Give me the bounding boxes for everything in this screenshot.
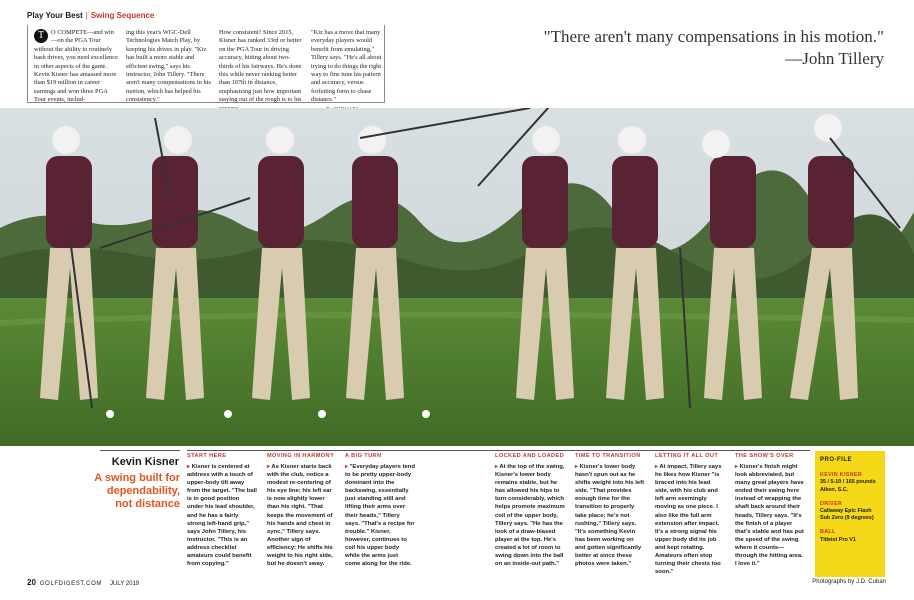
step-body: Kisner's lower body hasn't spun out as he shifts weight into his left side. "That provides enough time for the transition to properly take place; he's not rushing," Tillery says. "It's something Kevin has been working on and gotten significantly better at since these photos were taken." (575, 464, 645, 568)
step-heading: TIME TO TRANSITION (575, 453, 641, 459)
player-tagline: A swing built for dependability, not distance (94, 472, 180, 510)
step-heading: LETTING IT ALL OUT (655, 453, 719, 459)
intro-col1-text: O COMPETE—and win—on the PGA Tour without the ability to routinely bash drives, you need excellence in other aspects of the game. Kevin Kisner has amassed more than $19 million in career earnings and won three PGA Tour events, includ- (34, 29, 118, 104)
section-title: Play Your Best (27, 11, 83, 20)
pull-quote (464, 26, 884, 70)
step-body: Kisner is centered at address with a touch of upper-body tilt away from the target. "The ball is in good position under his lead shoulder, and he has a fairly strong left-hand grip," says John Tillery, his instructor. "This is an address checklist amateurs could benefit from copying." (187, 464, 257, 568)
steps-rule-left (187, 450, 510, 451)
drop-cap: T (34, 29, 48, 43)
pull-quote-text: "There aren't many compensations in his motion." (543, 27, 884, 46)
step-time-to-transition (575, 453, 645, 568)
swing-sequence-photo (0, 108, 914, 446)
issue-date: JULY 2019 (109, 581, 140, 587)
intro-column-3 (219, 29, 304, 113)
intro-col3-text: How consistent? Since 2015, Kisner has ranked 33rd or better on the PGA Tour in driving accuracy, hitting about two-thirds of his fairways. He's done this while never ranking better than 107th in distance, emphasizing just how important staying out of the rough is to his (219, 29, 302, 104)
section-divider: | (85, 11, 88, 20)
bullet-triangle-icon: ▸ (267, 464, 272, 470)
step-heading: START HERE (187, 453, 227, 459)
pro-file-value: Titleist Pro V1 (820, 536, 856, 543)
intro-col4-text: "Kiz has a move that many everyday players would benefit from emulating," Tillery says. "He's all about trying to do things the right way to fine tune his pattern and accuracy, versus forfeiting form to chase distance." (311, 29, 382, 104)
step-heading: MOVING IN HARMONY (267, 453, 335, 459)
step-the-shows-over (735, 453, 805, 568)
section-subtitle: Swing Sequence (90, 11, 155, 20)
intro-column-1 (34, 29, 119, 105)
step-heading: THE SHOW'S OVER (735, 453, 794, 459)
publication-name: GOLFDIGEST.COM (39, 581, 102, 587)
step-heading: A BIG TURN (345, 453, 382, 459)
pro-file-heading: PRO-FILE (820, 457, 852, 463)
bullet-triangle-icon: ▸ (575, 464, 580, 470)
step-body: As Kisner starts back with the club, notice a modest re-centering of his eye line; his left ear is now slightly lower than his right. "That keeps the movement of his hands and chest in sync," Tillery says. Another sign of efficiency: He shifts his weight to his right side, but he doesn't sway. (267, 464, 333, 568)
pro-file-key: DRIVER (820, 500, 843, 507)
step-body: "Everyday players tend to be pretty upper-body dominant into the backswing, essentially just standing still and lifting their arms over their heads," Tillery says. "That's a recipe for trouble." Kisner, however, continues to coil his upper body while the arms just come along for the ride. (345, 464, 415, 568)
photo-credit: Photographs by J.D. Cuban (812, 579, 886, 585)
bullet-triangle-icon: ▸ (345, 464, 350, 470)
pull-quote-attribution: —John Tillery (785, 49, 884, 68)
page-number: 20 (27, 578, 36, 587)
bullet-triangle-icon: ▸ (655, 464, 660, 470)
page-footer (27, 578, 139, 587)
bullet-triangle-icon: ▸ (735, 464, 740, 470)
player-name: Kevin Kisner (111, 456, 179, 468)
intro-column-2 (126, 29, 212, 105)
pro-file-key: BALL (820, 529, 836, 536)
step-body: At impact, Tillery says he likes how Kisner "is braced into his lead side, with his club and left arm seemingly moving as one piece. I also like the full arm extension after impact. It's a strong signal his upper body did its job and kept rotating. Amateurs often stop turning their chests too soon." (655, 464, 722, 576)
intro-text-box (27, 25, 385, 103)
step-letting-it-all-out (655, 453, 725, 576)
name-rule (100, 450, 180, 451)
pro-file-box (815, 451, 885, 577)
intro-col2-text: ing this year's WGC-Dell Technologies Match Play, by keeping his drives in play. "Kiz has built a more stable and efficient swing," says his instructor, John Tillery. "There aren't many compensations in his motion, which has helped his consistency." (126, 29, 211, 104)
step-body: Kisner's finish might look abbreviated, but many great players have ended their swing here instead of wrapping the shaft back around their heads, Tillery says. "It's the finish of a player that's stable and has put the speed of the swing where it counts—through the hitting area. I love it." (735, 464, 804, 568)
step-locked-and-loaded (495, 453, 565, 568)
step-a-big-turn (345, 453, 415, 568)
steps-rule-right (495, 450, 810, 451)
step-body: At the top of the swing, Kisner's lower body remains stable, but he has allowed his hips to turn considerably, which helps promote maximum coil of the upper body, Tillery says. "He has the look of a draw-biased player at the top. He's created a lot of room to swing down into the ball on an inside-out path." (495, 464, 565, 568)
bullet-triangle-icon: ▸ (495, 464, 500, 470)
step-heading: LOCKED AND LOADED (495, 453, 565, 459)
pro-file-key: KEVIN KISNER (820, 472, 862, 479)
section-header (27, 11, 154, 20)
step-moving-in-harmony (267, 453, 337, 568)
pro-file-value: 35 / 5-10 / 165 pounds Aiken, S.C. (820, 479, 876, 493)
pro-file-value: Callaway Epic Flash Sub Zero (9 degrees) (820, 508, 874, 522)
bullet-triangle-icon: ▸ (187, 464, 192, 470)
step-start-here (187, 453, 257, 568)
